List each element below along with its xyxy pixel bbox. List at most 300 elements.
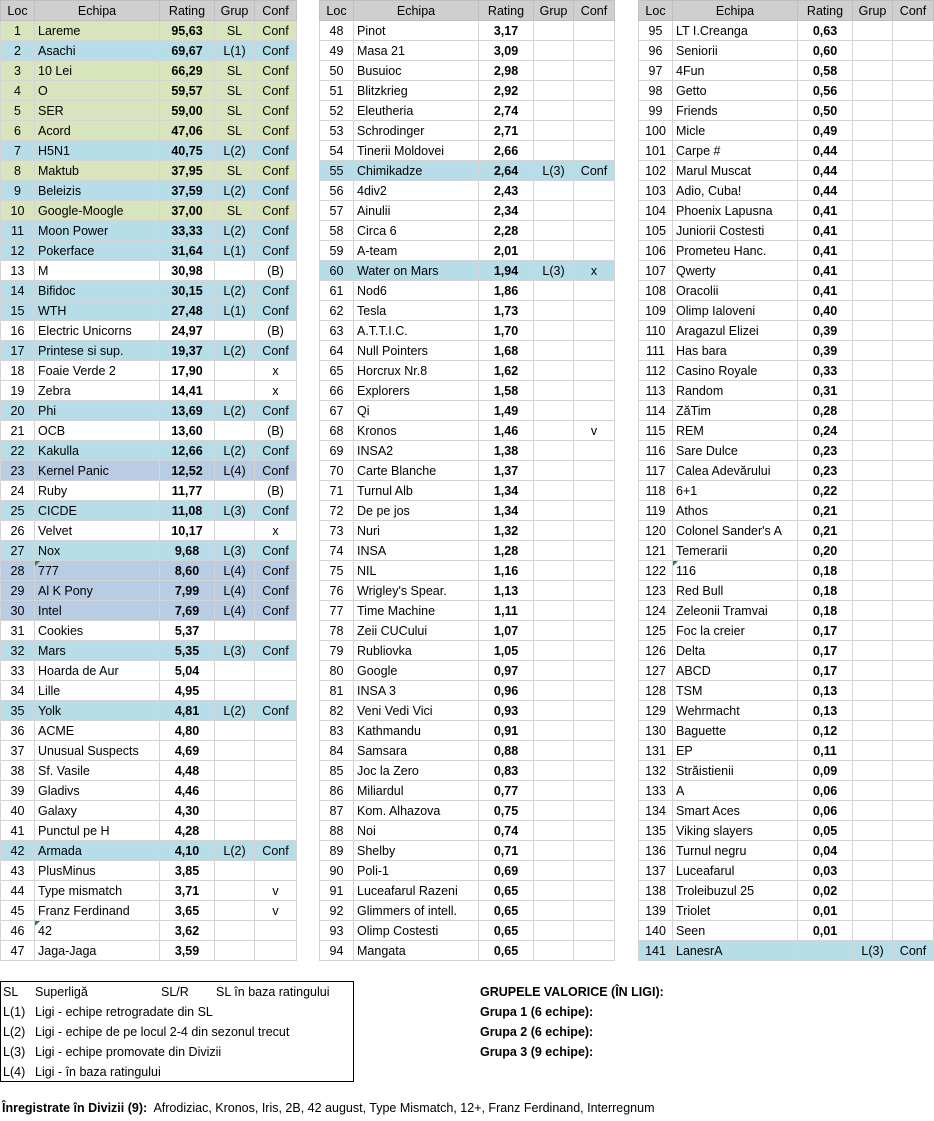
rating-cell: 2,28 [479, 221, 534, 241]
team-cell: Delta [673, 641, 798, 661]
group-cell: L(3) [215, 501, 255, 521]
group-cell [853, 281, 893, 301]
team-cell: Turnul Alb [354, 481, 479, 501]
rating-cell: 0,18 [798, 601, 853, 621]
team-cell: Foaie Verde 2 [35, 361, 160, 381]
group-cell [853, 141, 893, 161]
rank-cell: 15 [1, 301, 35, 321]
rank-cell: 71 [320, 481, 354, 501]
rating-cell: 0,22 [798, 481, 853, 501]
rank-cell: 12 [1, 241, 35, 261]
rank-cell: 139 [639, 901, 673, 921]
conf-cell [255, 781, 297, 801]
group-cell [853, 341, 893, 361]
conf-cell [255, 861, 297, 881]
conf-cell [574, 841, 615, 861]
table-row [320, 361, 615, 381]
group-cell [534, 941, 574, 961]
table-row [320, 801, 615, 821]
table-row [639, 901, 934, 921]
rating-cell: 5,35 [160, 641, 215, 661]
group-cell [853, 181, 893, 201]
rank-cell: 106 [639, 241, 673, 261]
team-cell: Armada [35, 841, 160, 861]
rank-cell: 62 [320, 301, 354, 321]
table-row [1, 781, 297, 801]
team-cell: ABCD [673, 661, 798, 681]
rank-cell: 44 [1, 881, 35, 901]
group-cell [534, 621, 574, 641]
group-cell: SL [215, 21, 255, 41]
rank-cell: 4 [1, 81, 35, 101]
rating-cell: 69,67 [160, 41, 215, 61]
group-cell [853, 841, 893, 861]
header-loc: Loc [320, 1, 354, 21]
team-cell: Maktub [35, 161, 160, 181]
rank-cell: 84 [320, 741, 354, 761]
rank-cell: 46 [1, 921, 35, 941]
group-cell [215, 741, 255, 761]
team-cell: INSA2 [354, 441, 479, 461]
rank-cell: 38 [1, 761, 35, 781]
team-cell: Chimikadze [354, 161, 479, 181]
rank-cell: 132 [639, 761, 673, 781]
table-row [1, 441, 297, 461]
rating-cell: 0,44 [798, 181, 853, 201]
rank-cell: 89 [320, 841, 354, 861]
group-cell [534, 181, 574, 201]
conf-cell: Conf [255, 401, 297, 421]
rank-cell: 72 [320, 501, 354, 521]
rank-cell: 80 [320, 661, 354, 681]
rating-cell: 1,58 [479, 381, 534, 401]
team-cell: Veni Vedi Vici [354, 701, 479, 721]
rank-cell: 53 [320, 121, 354, 141]
team-cell: Carte Blanche [354, 461, 479, 481]
group-cell [853, 201, 893, 221]
rating-cell: 31,64 [160, 241, 215, 261]
team-cell: Nod6 [354, 281, 479, 301]
team-cell: Masa 21 [354, 41, 479, 61]
header-group: Grup [853, 1, 893, 21]
group-cell [215, 901, 255, 921]
rating-cell: 2,01 [479, 241, 534, 261]
rank-cell: 3 [1, 61, 35, 81]
conf-cell [574, 821, 615, 841]
rank-cell: 112 [639, 361, 673, 381]
rating-cell: 0,39 [798, 341, 853, 361]
rank-cell: 124 [639, 601, 673, 621]
conf-cell: Conf [255, 201, 297, 221]
group-cell [534, 541, 574, 561]
team-cell: Phi [35, 401, 160, 421]
group-cell [853, 81, 893, 101]
group-cell [853, 121, 893, 141]
rank-cell: 107 [639, 261, 673, 281]
group-cell [853, 861, 893, 881]
team-cell: Bifidoc [35, 281, 160, 301]
rating-cell: 0,20 [798, 541, 853, 561]
group-1: Grupa 1 (6 echipe): [480, 1005, 594, 1019]
rating-cell: 12,66 [160, 441, 215, 461]
rating-cell: 1,49 [479, 401, 534, 421]
team-cell: Kakulla [35, 441, 160, 461]
conf-cell: Conf [255, 141, 297, 161]
group-cell: L(3) [534, 261, 574, 281]
rating-cell: 0,12 [798, 721, 853, 741]
team-cell: Carpe # [673, 141, 798, 161]
conf-cell: Conf [255, 181, 297, 201]
table-row [320, 601, 615, 621]
rank-cell: 23 [1, 461, 35, 481]
group-cell [853, 161, 893, 181]
rank-cell: 76 [320, 581, 354, 601]
team-cell: 10 Lei [35, 61, 160, 81]
rank-cell: 125 [639, 621, 673, 641]
group-cell [534, 201, 574, 221]
rating-cell: 0,24 [798, 421, 853, 441]
conf-cell [574, 121, 615, 141]
table-row [639, 241, 934, 261]
table-row [639, 261, 934, 281]
conf-cell [574, 601, 615, 621]
conf-cell [574, 181, 615, 201]
table-row [320, 861, 615, 881]
group-cell [215, 821, 255, 841]
table-row [639, 701, 934, 721]
team-cell: Friends [673, 101, 798, 121]
team-cell: OCB [35, 421, 160, 441]
rank-cell: 22 [1, 441, 35, 461]
conf-cell [574, 21, 615, 41]
rank-cell: 130 [639, 721, 673, 741]
rank-cell: 18 [1, 361, 35, 381]
rating-cell: 0,04 [798, 841, 853, 861]
conf-cell [893, 181, 934, 201]
team-cell: Sare Dulce [673, 441, 798, 461]
conf-cell [255, 741, 297, 761]
table-row [320, 781, 615, 801]
team-cell: H5N1 [35, 141, 160, 161]
rank-cell: 60 [320, 261, 354, 281]
table-row [639, 481, 934, 501]
conf-cell: Conf [255, 161, 297, 181]
table-row [320, 821, 615, 841]
rank-cell: 96 [639, 41, 673, 61]
rating-cell: 30,98 [160, 261, 215, 281]
rank-cell: 19 [1, 381, 35, 401]
table-row [639, 741, 934, 761]
group-3: Grupa 3 (9 echipe): [480, 1045, 594, 1059]
conf-cell [574, 741, 615, 761]
group-cell [853, 321, 893, 341]
rating-cell: 0,60 [798, 41, 853, 61]
group-cell [534, 341, 574, 361]
rating-cell: 2,71 [479, 121, 534, 141]
table-row [320, 721, 615, 741]
group-cell [215, 721, 255, 741]
group-cell [215, 381, 255, 401]
table-row [1, 141, 297, 161]
team-cell: Rubliovka [354, 641, 479, 661]
conf-cell [893, 81, 934, 101]
rating-cell: 0,21 [798, 501, 853, 521]
team-cell: Beleizis [35, 181, 160, 201]
conf-cell [574, 661, 615, 681]
conf-cell [574, 341, 615, 361]
rating-cell: 66,29 [160, 61, 215, 81]
rank-cell: 123 [639, 581, 673, 601]
team-cell: Glimmers of intell. [354, 901, 479, 921]
conf-cell [893, 301, 934, 321]
team-cell: A-team [354, 241, 479, 261]
value-groups [480, 982, 664, 1062]
group-cell [534, 461, 574, 481]
rating-cell: 0,02 [798, 881, 853, 901]
team-cell: Temerarii [673, 541, 798, 561]
conf-cell [893, 561, 934, 581]
conf-cell: Conf [255, 121, 297, 141]
conf-cell: Conf [255, 221, 297, 241]
rating-cell: 33,33 [160, 221, 215, 241]
rank-cell: 128 [639, 681, 673, 701]
rank-cell: 29 [1, 581, 35, 601]
team-cell: Pokerface [35, 241, 160, 261]
rating-cell: 0,06 [798, 781, 853, 801]
group-cell [215, 421, 255, 441]
rank-cell: 94 [320, 941, 354, 961]
group-cell: L(4) [215, 461, 255, 481]
group-cell [853, 741, 893, 761]
group-cell [534, 301, 574, 321]
table-row [1, 321, 297, 341]
conf-cell: Conf [893, 941, 934, 961]
table-row [1, 241, 297, 261]
rating-cell: 1,70 [479, 321, 534, 341]
group-cell [215, 661, 255, 681]
conf-cell [893, 541, 934, 561]
rank-cell: 66 [320, 381, 354, 401]
rank-cell: 85 [320, 761, 354, 781]
conf-cell [893, 861, 934, 881]
conf-cell [574, 581, 615, 601]
group-cell [853, 721, 893, 741]
team-cell: INSA 3 [354, 681, 479, 701]
conf-cell: Conf [255, 541, 297, 561]
team-cell: Wehrmacht [673, 701, 798, 721]
team-cell: Cookies [35, 621, 160, 641]
table-row [1, 61, 297, 81]
rating-cell: 1,37 [479, 461, 534, 481]
team-cell: Mars [35, 641, 160, 661]
rating-cell: 11,08 [160, 501, 215, 521]
table-row [320, 161, 615, 181]
rating-cell [798, 941, 853, 961]
rank-cell: 100 [639, 121, 673, 141]
rank-cell: 58 [320, 221, 354, 241]
team-cell: LT I.Creanga [673, 21, 798, 41]
rank-cell: 118 [639, 481, 673, 501]
team-cell: Kathmandu [354, 721, 479, 741]
group-cell: L(1) [215, 41, 255, 61]
rating-cell: 0,41 [798, 201, 853, 221]
group-cell [215, 621, 255, 641]
rank-cell: 140 [639, 921, 673, 941]
rank-cell: 35 [1, 701, 35, 721]
conf-cell: Conf [255, 501, 297, 521]
rank-cell: 116 [639, 441, 673, 461]
table-row [320, 561, 615, 581]
group-cell [853, 61, 893, 81]
rating-cell: 0,77 [479, 781, 534, 801]
team-cell: Lareme [35, 21, 160, 41]
rating-cell: 3,62 [160, 921, 215, 941]
conf-cell [255, 921, 297, 941]
group-cell [215, 261, 255, 281]
table-row [320, 881, 615, 901]
rating-cell: 0,50 [798, 101, 853, 121]
rating-cell: 0,40 [798, 301, 853, 321]
rating-cell: 0,01 [798, 901, 853, 921]
rating-cell: 0,41 [798, 241, 853, 261]
conf-cell [893, 141, 934, 161]
group-cell: L(3) [215, 541, 255, 561]
rank-cell: 109 [639, 301, 673, 321]
conf-cell: Conf [255, 701, 297, 721]
group-cell [853, 601, 893, 621]
rating-cell: 1,94 [479, 261, 534, 281]
team-cell: Null Pointers [354, 341, 479, 361]
table-row [320, 241, 615, 261]
team-cell: Ruby [35, 481, 160, 501]
table-row [639, 61, 934, 81]
rating-cell: 0,41 [798, 261, 853, 281]
conf-cell [574, 281, 615, 301]
team-cell: Shelby [354, 841, 479, 861]
rating-cell: 0,23 [798, 441, 853, 461]
team-cell: Water on Mars [354, 261, 479, 281]
rank-cell: 98 [639, 81, 673, 101]
table-2 [319, 0, 615, 961]
table-row [639, 761, 934, 781]
table-row [320, 341, 615, 361]
rating-cell: 0,65 [479, 921, 534, 941]
table-row [320, 81, 615, 101]
group-cell [534, 561, 574, 581]
conf-cell [255, 801, 297, 821]
rating-cell: 59,57 [160, 81, 215, 101]
team-cell: Kernel Panic [35, 461, 160, 481]
table-row [639, 401, 934, 421]
team-cell: Colonel Sander's A [673, 521, 798, 541]
legend-code: L(1) [3, 1005, 26, 1019]
group-cell [534, 281, 574, 301]
table-row [639, 141, 934, 161]
rank-cell: 42 [1, 841, 35, 861]
group-cell [534, 481, 574, 501]
table-row [639, 181, 934, 201]
legend-code: SL [3, 985, 19, 999]
conf-cell [574, 881, 615, 901]
header-conf: Conf [255, 1, 297, 21]
conf-cell [893, 501, 934, 521]
rating-cell: 1,16 [479, 561, 534, 581]
table-row [320, 121, 615, 141]
rating-cell: 4,81 [160, 701, 215, 721]
conf-cell [255, 621, 297, 641]
team-cell: Străistienii [673, 761, 798, 781]
team-cell: Mangata [354, 941, 479, 961]
team-cell: CICDE [35, 501, 160, 521]
registered-label: Înregistrate în Divizii (9): [2, 1101, 148, 1115]
group-cell [853, 501, 893, 521]
rating-cell: 4,30 [160, 801, 215, 821]
team-cell: Baguette [673, 721, 798, 741]
team-cell: Casino Royale [673, 361, 798, 381]
rating-cell: 0,17 [798, 641, 853, 661]
conf-cell [574, 41, 615, 61]
rating-cell: 1,73 [479, 301, 534, 321]
table-row [1, 501, 297, 521]
group-cell [853, 681, 893, 701]
table-row [639, 941, 934, 961]
rank-cell: 1 [1, 21, 35, 41]
table-row [1, 81, 297, 101]
table-row [1, 161, 297, 181]
table-row [1, 581, 297, 601]
table-row [639, 121, 934, 141]
rating-cell: 0,44 [798, 161, 853, 181]
rank-cell: 129 [639, 701, 673, 721]
rank-cell: 30 [1, 601, 35, 621]
table-row [320, 61, 615, 81]
team-cell: Luceafarul Razeni [354, 881, 479, 901]
group-cell [853, 521, 893, 541]
table-row [1, 921, 297, 941]
conf-cell [893, 521, 934, 541]
rank-cell: 136 [639, 841, 673, 861]
team-cell: Nox [35, 541, 160, 561]
table-row [1, 561, 297, 581]
group-cell [534, 81, 574, 101]
conf-cell [893, 761, 934, 781]
team-cell: Olimp Ialoveni [673, 301, 798, 321]
team-cell: Turnul negru [673, 841, 798, 861]
rating-cell: 1,32 [479, 521, 534, 541]
rank-cell: 105 [639, 221, 673, 241]
rank-cell: 32 [1, 641, 35, 661]
conf-cell [893, 381, 934, 401]
rating-cell: 4,95 [160, 681, 215, 701]
table-row [1, 901, 297, 921]
table-row [320, 441, 615, 461]
team-cell: Poli-1 [354, 861, 479, 881]
team-cell: Busuioc [354, 61, 479, 81]
table-row [320, 941, 615, 961]
rank-cell: 61 [320, 281, 354, 301]
team-cell: Lille [35, 681, 160, 701]
rating-cell: 1,11 [479, 601, 534, 621]
rank-cell: 64 [320, 341, 354, 361]
table-row [320, 901, 615, 921]
team-cell: Galaxy [35, 801, 160, 821]
table-row [320, 521, 615, 541]
rank-cell: 83 [320, 721, 354, 741]
table-row [1, 741, 297, 761]
group-cell: L(2) [215, 341, 255, 361]
table-row [639, 521, 934, 541]
rating-cell: 0,91 [479, 721, 534, 741]
